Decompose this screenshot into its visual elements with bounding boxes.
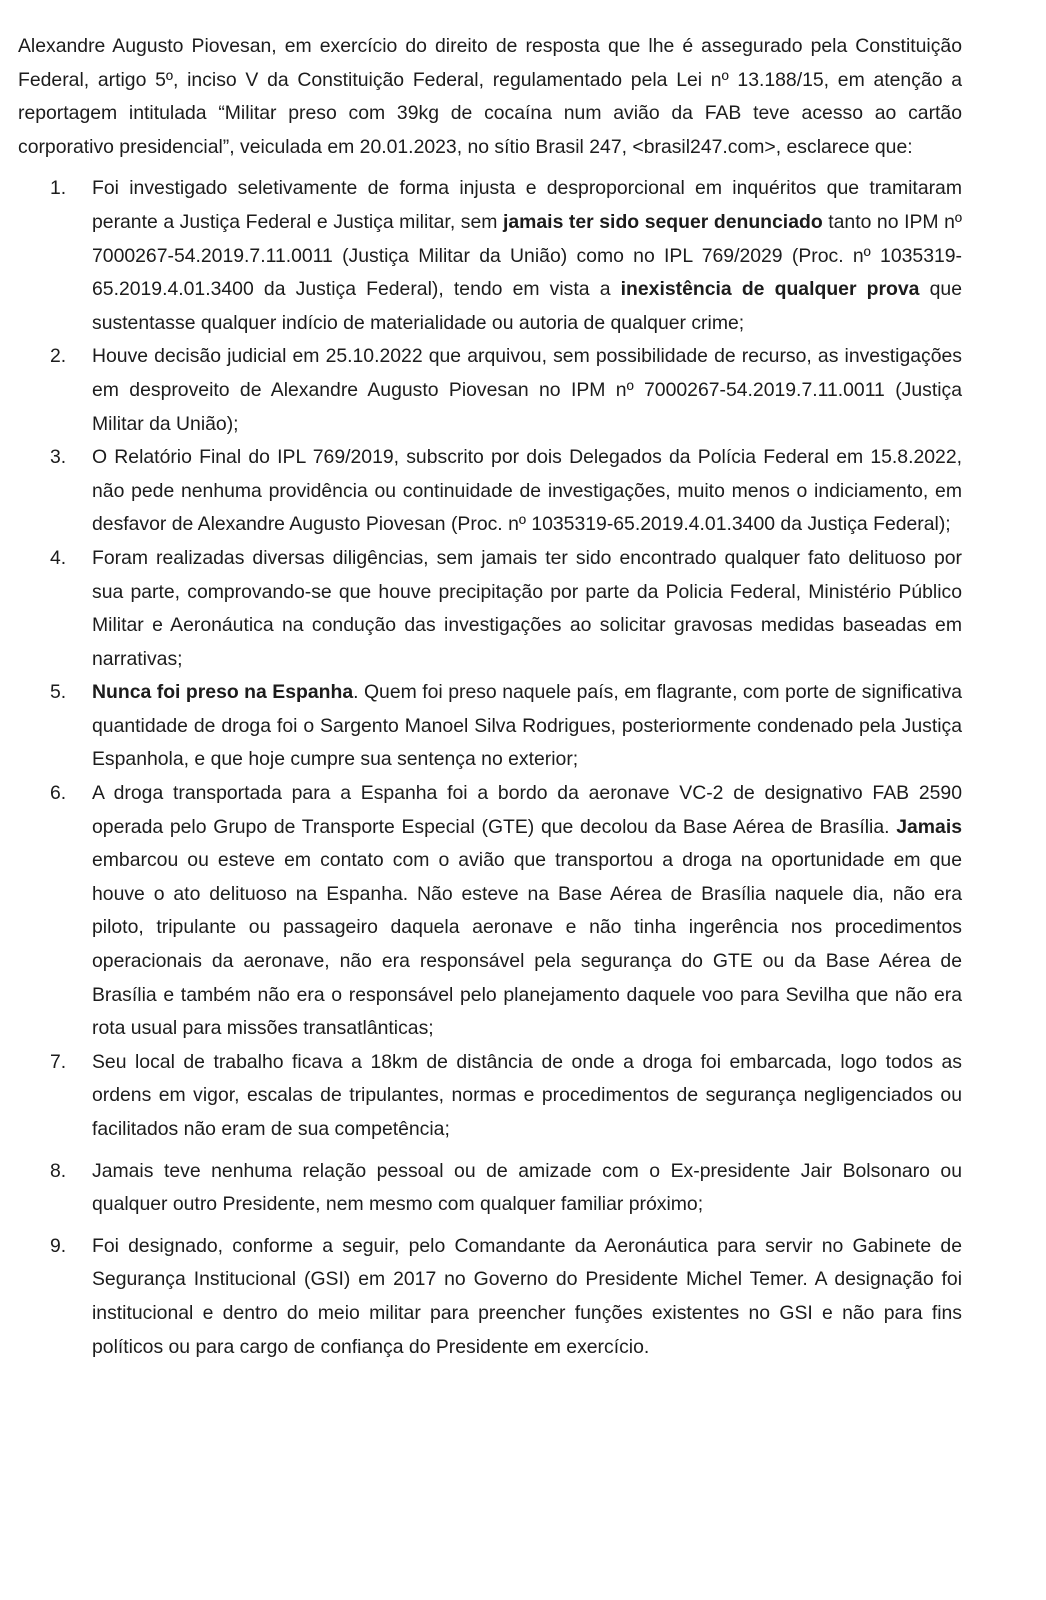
- intro-text: Alexandre Augusto Piovesan, em exercício do direito de resposta que lhe é assegurado pela Constituição Federal, artigo 5º, inciso V da Constituição Federal, regulamentado pela Lei nº 13.188/15, em atenção a reportagem intitulada “Militar preso com 39kg de cocaína num avião da FAB teve acesso ao cartão corporativo presidencial”, veiculada em 20.01.2023, no sítio Brasil 247, <brasil247.com>, esclarece que:: [18, 35, 962, 158]
- item-bold-text: inexistência de qualquer prova: [620, 278, 920, 301]
- list-item-6: [18, 777, 962, 1046]
- numbered-list: [18, 172, 962, 1364]
- item-bold-text: jamais ter sido sequer denunciado: [502, 210, 823, 233]
- item-text: Seu local de trabalho ficava a 18km de distância de onde a droga foi embarcada, logo todos as ordens em vigor, escalas de tripulantes, normas e procedimentos de segurança negligenciados ou facilitados não eram de sua competência;: [92, 1050, 962, 1140]
- item-bold-text: Nunca foi preso na Espanha: [92, 681, 354, 704]
- item-text-part: A droga transportada para a Espanha foi a bordo da aeronave VC-2 de designativo FAB 2590 operada pelo Grupo de Transporte Especial (GTE) que decolou da Base Aérea de Brasília.: [92, 782, 962, 838]
- document-page: [18, 30, 962, 1364]
- item-text-part: que sustentasse qualquer indício de materialidade ou autoria de qualquer crime;: [92, 278, 962, 334]
- item-text: [92, 777, 962, 1046]
- list-item-5: [18, 676, 962, 777]
- item-text-part: . Quem foi preso naquele país, em flagrante, com porte de significativa quantidade de droga foi o Sargento Manoel Silva Rodrigues, posteriormente condenado pela Justiça Espanhola, e que hoje cumpre sua sentença no exterior;: [92, 681, 962, 771]
- item-text: Foi designado, conforme a seguir, pelo Comandante da Aeronáutica para servir no Gabinete de Segurança Institucional (GSI) em 2017 no Governo do Presidente Michel Temer. A designação foi institucional e dentro do meio militar para preencher funções existentes no GSI e não para fins políticos ou para cargo de confiança do Presidente em exercício.: [92, 1234, 962, 1358]
- item-text: Houve decisão judicial em 25.10.2022 que arquivou, sem possibilidade de recurso, as investigações em desproveito de Alexandre Augusto Piovesan no IPM nº 7000267-54.2019.7.11.0011 (Justiça Militar da União);: [92, 345, 962, 435]
- list-item-7: [18, 1046, 962, 1147]
- item-text: [92, 172, 962, 340]
- item-bold-text: Jamais: [896, 815, 962, 838]
- list-item-9: [18, 1230, 962, 1364]
- list-item-4: [18, 542, 962, 676]
- item-number: 4.: [50, 546, 67, 569]
- item-text: Jamais teve nenhuma relação pessoal ou de amizade com o Ex-presidente Jair Bolsonaro ou qualquer outro Presidente, nem mesmo com qualquer familiar próximo;: [92, 1159, 962, 1216]
- list-item-1: [18, 172, 962, 340]
- list-item-8: [18, 1155, 962, 1222]
- item-number: 8.: [50, 1159, 67, 1182]
- item-text: O Relatório Final do IPL 769/2019, subscrito por dois Delegados da Polícia Federal em 15.8.2022, não pede nenhuma providência ou continuidade de investigações, muito menos o indiciamento, em desfavor de Alexandre Augusto Piovesan (Proc. nº 1035319-65.2019.4.01.3400 da Justiça Federal);: [92, 446, 962, 536]
- item-text: [92, 676, 962, 777]
- item-text-part: Foi investigado seletivamente de forma injusta e desproporcional em inquéritos que tramitaram perante a Justiça Federal e Justiça militar, sem: [92, 177, 962, 233]
- item-text-part: tanto no IPM nº 7000267-54.2019.7.11.0011 (Justiça Militar da União) como no IPL 769/2029 (Proc. nº 1035319-65.2019.4.01.3400 da Justiça Federal), tendo em vista a: [92, 210, 962, 301]
- item-number: 6.: [50, 782, 67, 805]
- list-item-2: [18, 340, 962, 441]
- item-number: 1.: [50, 177, 67, 200]
- item-number: 7.: [50, 1050, 67, 1073]
- item-number: 3.: [50, 446, 67, 469]
- intro-paragraph: [18, 30, 962, 164]
- item-number: 5.: [50, 681, 67, 704]
- item-number: 9.: [50, 1234, 67, 1257]
- list-item-3: [18, 441, 962, 542]
- item-text-part: embarcou ou esteve em contato com o avião que transportou a droga na oportunidade em que houve o ato delituoso na Espanha. Não esteve na Base Aérea de Brasília naquele dia, não era piloto, tripulante ou passageiro daquela aeronave e não tinha ingerência nos procedimentos operacionais da aeronave, não era responsável pela segurança do GTE ou da Base Aérea de Brasília e também não era o responsável pelo planejamento daquele voo para Sevilha que não era rota usual para missões transatlânticas;: [92, 849, 962, 1040]
- item-text: Foram realizadas diversas diligências, sem jamais ter sido encontrado qualquer fato delituoso por sua parte, comprovando-se que houve precipitação por parte da Policia Federal, Ministério Público Militar e Aeronáutica na condução das investigações ao solicitar gravosas medidas baseadas em narrativas;: [92, 546, 962, 670]
- item-number: 2.: [50, 345, 67, 368]
